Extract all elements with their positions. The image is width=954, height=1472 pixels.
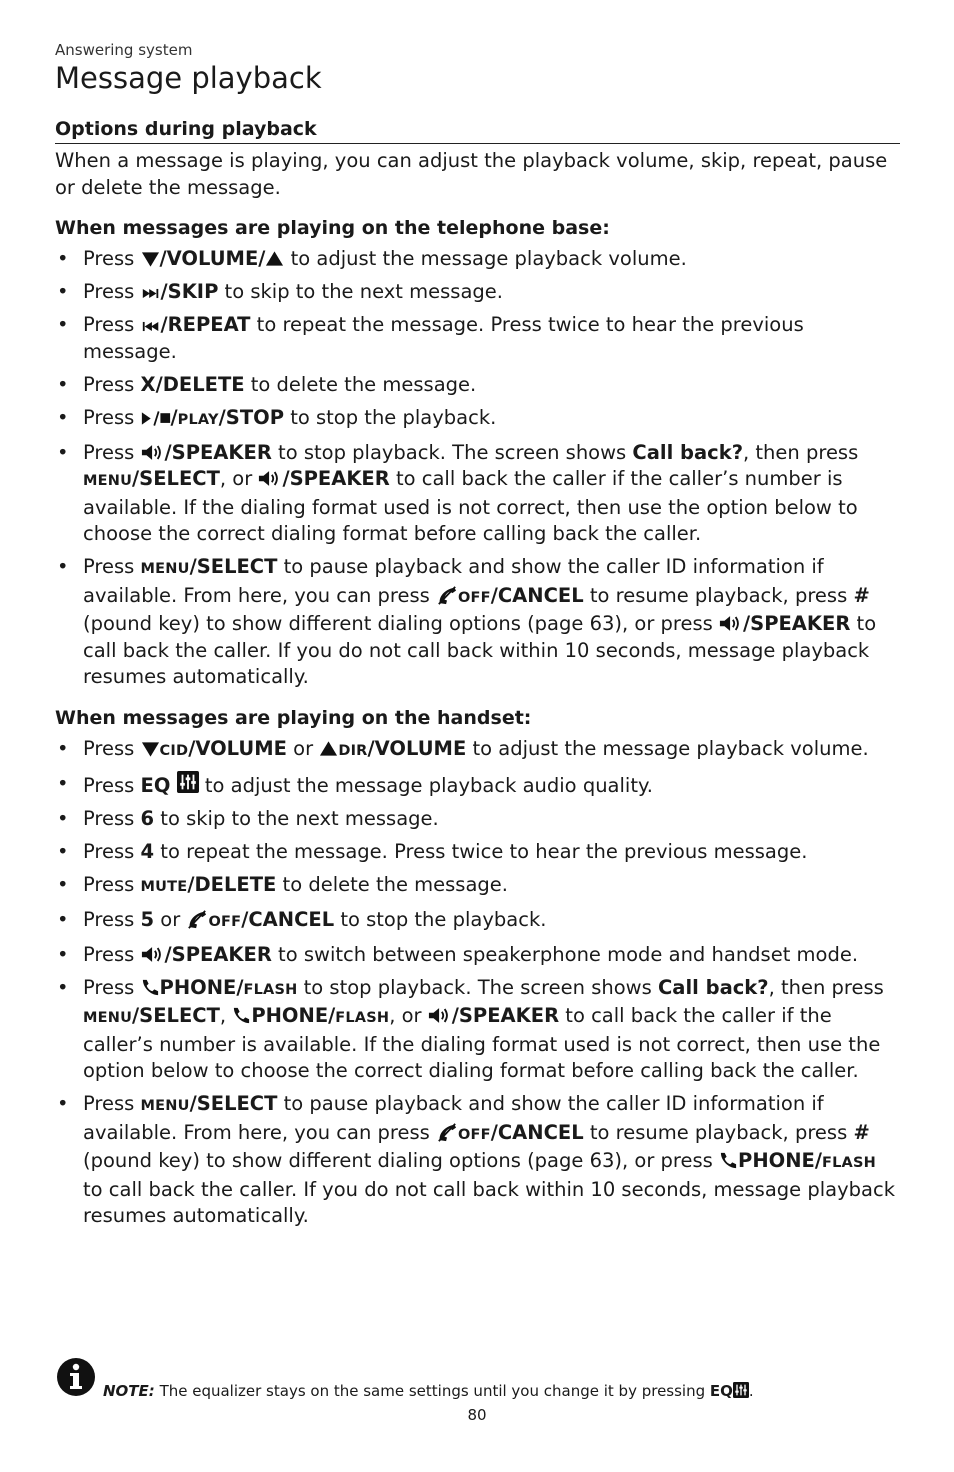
eq-icon — [177, 771, 199, 793]
base-bullet-list — [55, 246, 900, 691]
off-handset-icon — [436, 585, 458, 605]
handset-heading: When messages are playing on the handset: — [55, 706, 532, 729]
list-item: • Press PHONE/FLASH to stop playback. The screen shows Call back?, then press MENU/SELECT, PHONE/FLASH, or /SPEAKER to call back the caller if the caller’s number is available. If the dialing format used is not correct, then use the option below to choose the correct dialing format before calling back the caller. — [55, 975, 900, 1085]
phone-icon — [232, 1006, 251, 1025]
down-triangle-icon — [141, 740, 160, 758]
list-item: • Press /SPEAKER to stop playback. The screen shows Call back?, then press MENU/SELECT, or /SPEAKER to call back the caller if the caller’s number is available. If the dialing format used is not correct, then use the option below to choose the correct dialing format before calling back the caller. — [55, 440, 900, 548]
section-label: Answering system — [55, 41, 193, 59]
note-text: NOTE: The equalizer stays on the same settings until you change it by pressing EQ . — [103, 1382, 754, 1400]
list-item: • Press /PLAY/STOP to stop the playback. — [55, 405, 900, 434]
list-item: • Press /REPEAT to repeat the message. Press twice to hear the previous message. — [55, 312, 900, 365]
handset-bullet-list — [55, 736, 900, 1230]
list-item: • Press 4 to repeat the message. Press twice to hear the previous message. — [55, 839, 900, 866]
up-triangle-icon — [319, 740, 338, 758]
list-item: • Press CID/VOLUME or DIR/VOLUME to adjust the message playback volume. — [55, 736, 900, 765]
eq-icon — [733, 1382, 749, 1398]
play-stop-icon — [141, 410, 171, 427]
options-heading: Options during playback — [55, 116, 900, 144]
list-item: • Press MENU/SELECT to pause playback and show the caller ID information if available. From here, you can press OFF/CANCEL to resume playback, press # (pound key) to show different dialing options (page 63), or press /SPEAKER to call back the caller. If you do not call back within 10 seconds, message playback resumes automatically. — [55, 554, 900, 691]
options-intro: When a message is playing, you can adjust the playback volume, skip, repeat, pause or delete the message. — [55, 149, 888, 199]
list-item: • Press X/DELETE to delete the message. — [55, 372, 900, 399]
list-item: • Press EQ to adjust the message playback audio quality. — [55, 771, 900, 800]
page-number: 80 — [467, 1406, 487, 1424]
document-page — [55, 40, 900, 1236]
off-handset-icon — [436, 1122, 458, 1142]
list-item: • Press /SPEAKER to switch between speakerphone mode and handset mode. — [55, 942, 900, 969]
speaker-icon — [428, 1006, 452, 1025]
list-item: • Press /VOLUME/ to adjust the message playback volume. — [55, 246, 900, 273]
phone-icon — [719, 1151, 738, 1170]
speaker-icon — [141, 945, 165, 964]
list-item: • Press MUTE/DELETE to delete the message. — [55, 872, 900, 901]
repeat-icon — [141, 319, 161, 334]
list-item: • Press 6 to skip to the next message. — [55, 806, 900, 833]
list-item: • Press /SKIP to skip to the next message. — [55, 279, 900, 306]
speaker-icon — [141, 443, 165, 462]
speaker-icon — [258, 469, 282, 488]
skip-icon — [141, 286, 161, 301]
list-item: • Press MENU/SELECT to pause playback and show the caller ID information if available. From here, you can press OFF/CANCEL to resume playback, press # (pound key) to show different dialing options (page 63), or press PHONE/FLASH to call back the caller. If you do not call back within 10 seconds, message playback resumes automatically. — [55, 1091, 900, 1230]
page-title: Message playback — [55, 61, 322, 95]
speaker-icon — [719, 614, 743, 633]
off-handset-icon — [186, 909, 208, 929]
up-triangle-icon — [265, 250, 284, 268]
list-item: • Press 5 or OFF/CANCEL to stop the playback. — [55, 907, 900, 936]
phone-icon — [141, 978, 160, 997]
down-triangle-icon — [141, 250, 160, 268]
base-heading: When messages are playing on the telephone base: — [55, 217, 610, 239]
info-icon — [55, 1357, 99, 1399]
